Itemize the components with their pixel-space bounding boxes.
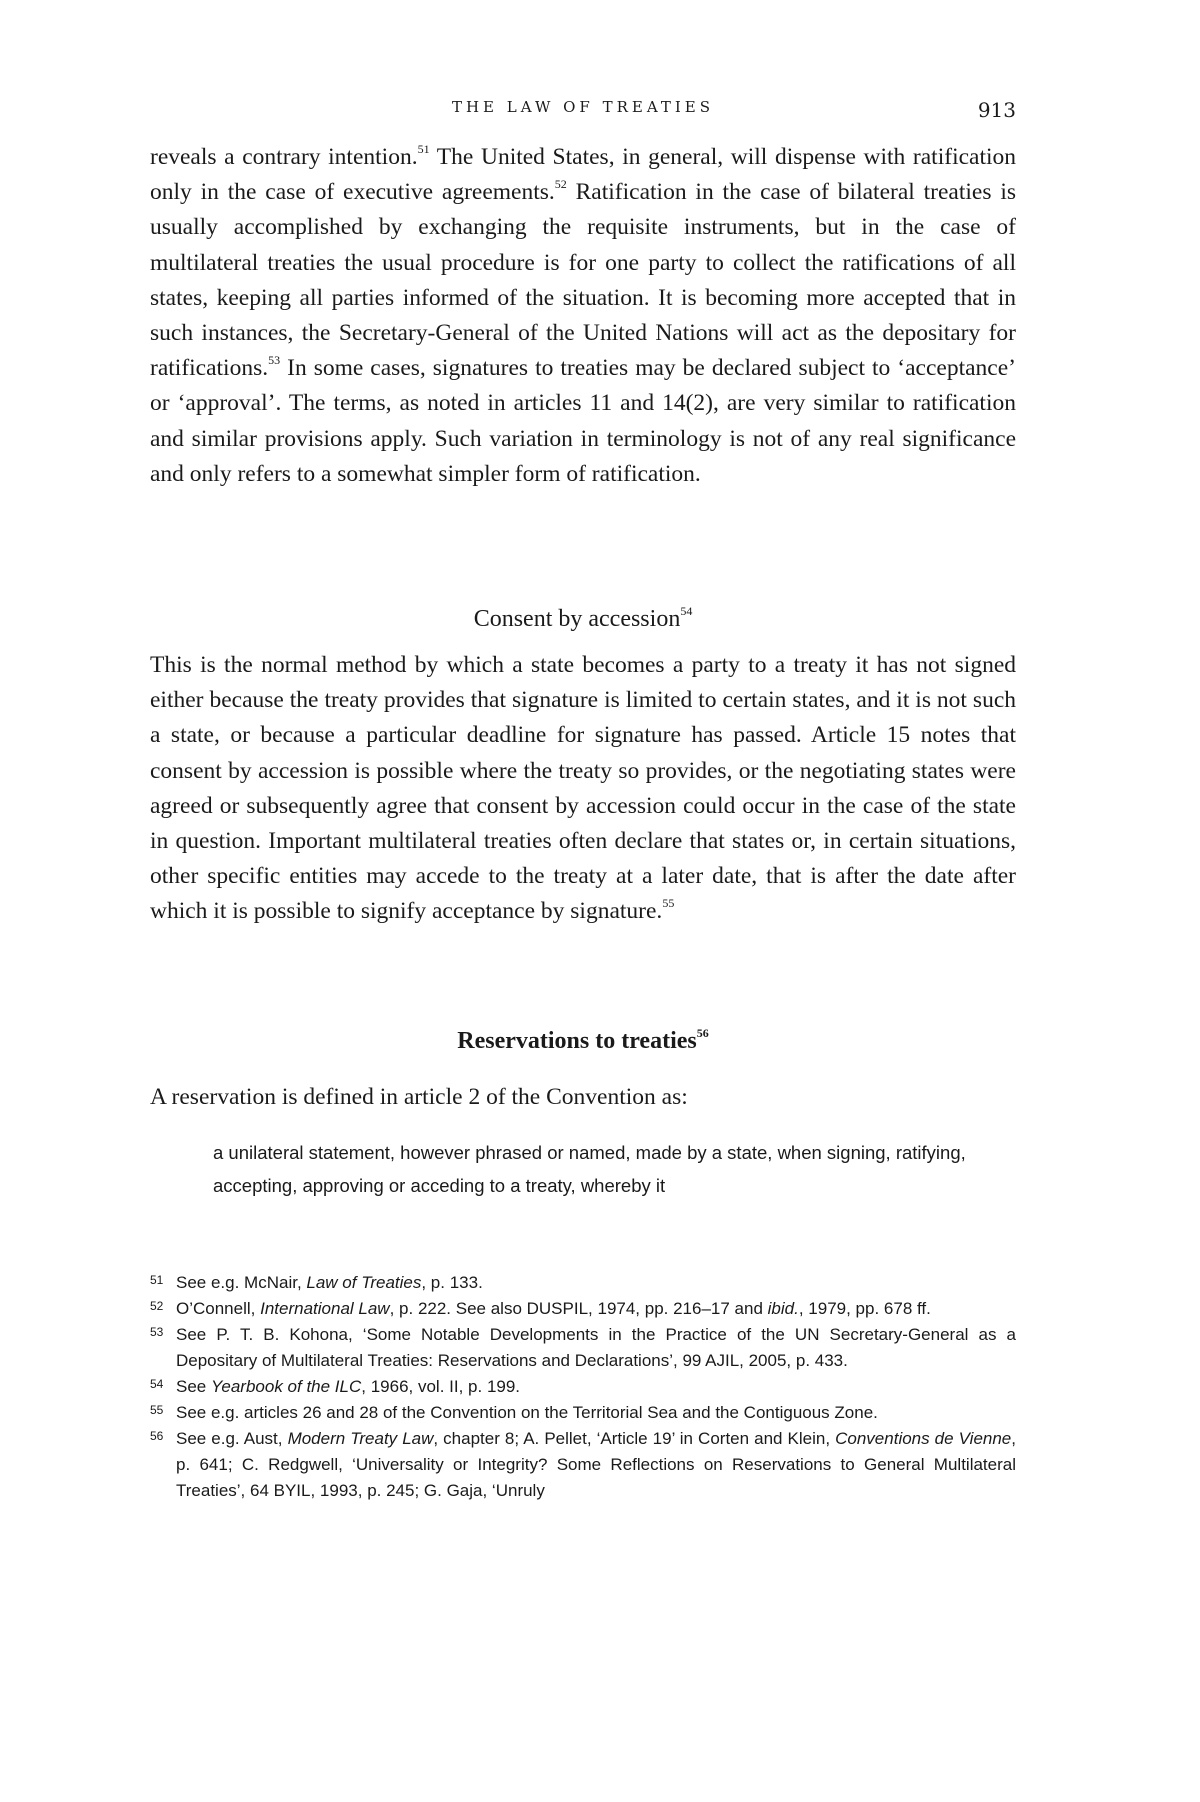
paragraph-ratification [150, 140, 1016, 492]
running-head-title: THE LAW OF TREATIES [451, 98, 715, 116]
footnote-ref-55[interactable]: 55 [662, 896, 675, 911]
footnote-53 [150, 1322, 1016, 1374]
footnote-number: 56 [150, 1429, 164, 1443]
footnote-title: Law of Treaties [306, 1273, 422, 1292]
heading-accession-text: Consent by accession [473, 606, 681, 632]
footnote-text: , p. 641; C. Redgwell, ‘Universality or Integrity? Some Reflections on Reservations to General Multilateral Treaties’, 64 BYIL, 1993, p. 245; G. Gaja, ‘Unruly [176, 1429, 1016, 1500]
footnote-number: 51 [150, 1273, 164, 1287]
footnote-56 [150, 1426, 1016, 1504]
footnote-text: , chapter 8; A. Pellet, ‘Article 19’ in Corten and Klein, [433, 1429, 836, 1448]
footnote-ref-52[interactable]: 52 [554, 177, 567, 192]
para1-text-4: In some cases, signatures to treaties may be declared subject to ‘acceptance’ or ‘approval’. The terms, as noted in articles 11 and 14(2), are very similar to ratification and similar provisions apply. Such variation in terminology is not of any real significance and only refers to a somewhat simpler form of ratification. [150, 355, 1016, 487]
footnote-ref-51[interactable]: 51 [417, 142, 430, 156]
footnote-number: 52 [150, 1299, 164, 1313]
running-head [150, 98, 1016, 128]
paragraph-reservation-definition [150, 1080, 1016, 1115]
footnote-title: Conventions de Vienne [835, 1429, 1012, 1448]
paragraph-accession [150, 648, 1016, 930]
footnote-text: , p. 222. See also DUSPIL, 1974, pp. 216–17 and [389, 1299, 768, 1318]
footnote-text: See [176, 1377, 211, 1396]
heading-reservations-text: Reservations to treaties [457, 1028, 697, 1054]
footnote-title: International Law [260, 1299, 390, 1318]
footnote-text: , 1966, vol. II, p. 199. [361, 1377, 521, 1396]
footnote-54 [150, 1374, 1016, 1400]
footnotes [150, 1270, 1016, 1504]
footnote-number: 54 [150, 1377, 164, 1391]
para2-text: This is the normal method by which a state becomes a party to a treaty it has not signed either because the treaty provides that signature is limited to certain states, and it is not such a state, or because a particular deadline for signature has passed. Article 15 notes that consent by accession is possible where the treaty so provides, or the negotiating states were agreed or subsequently agree that consent by accession could occur in the case of the state in question. Important multilateral treaties often declare that states or, in certain situations, other specific entities may accede to the treaty at a later date, that is after the date after which it is possible to signify acceptance by signature. [150, 652, 1016, 925]
footnote-51 [150, 1270, 1016, 1296]
footnote-text: See e.g. McNair, [176, 1273, 307, 1292]
quote-text: a unilateral statement, however phrased or named, made by a state, when signing, ratifying, accepting, approving or acceding to a treaty, whereby it [213, 1142, 966, 1196]
footnote-text: See e.g. Aust, [176, 1429, 288, 1448]
para1-text-3: Ratification in the case of bilateral treaties is usually accomplished by exchanging the requisite instruments, but in the case of multilateral treaties the usual procedure is for one party to collect the ratifications of all states, keeping all parties informed of the situation. It is becoming more accepted that in such instances, the Secretary-General of the United Nations will act as the depositary for ratifications. [150, 179, 1017, 382]
footnote-52 [150, 1296, 1016, 1322]
footnote-55 [150, 1400, 1016, 1426]
block-quote [213, 1136, 973, 1202]
footnote-title: Modern Treaty Law [287, 1429, 434, 1448]
footnote-number: 55 [150, 1403, 164, 1417]
footnote-ibid: ibid. [767, 1299, 799, 1318]
footnote-ref-54[interactable]: 54 [680, 604, 693, 618]
footnote-text: See P. T. B. Kohona, ‘Some Notable Developments in the Practice of the UN Secretary-General as a Depositary of Multilateral Treaties: Reservations and Declarations’, 99 AJIL, 2005, p. 433. [176, 1325, 1016, 1370]
footnote-ref-53[interactable]: 53 [268, 353, 281, 368]
footnote-text: See e.g. articles 26 and 28 of the Convention on the Territorial Sea and the Contiguous Zone. [176, 1403, 878, 1422]
footnote-ref-56[interactable]: 56 [696, 1026, 709, 1040]
section-heading-reservations [150, 1028, 1016, 1055]
para3-text: A reservation is defined in article 2 of the Convention as: [150, 1084, 688, 1110]
footnote-text: , 1979, pp. 678 ff. [798, 1299, 931, 1318]
para1-text-2: The United States, in general, will dispense with ratification only in the case of executive agreements. [150, 144, 1017, 206]
footnote-text: O’Connell, [176, 1299, 261, 1318]
footnote-text: , p. 133. [421, 1273, 483, 1292]
page-number: 913 [977, 98, 1016, 122]
footnote-title: Yearbook of the ILC [210, 1377, 362, 1396]
footnote-number: 53 [150, 1325, 164, 1339]
para1-text-1: reveals a contrary intention. [150, 144, 418, 170]
section-heading-accession [150, 606, 1016, 633]
